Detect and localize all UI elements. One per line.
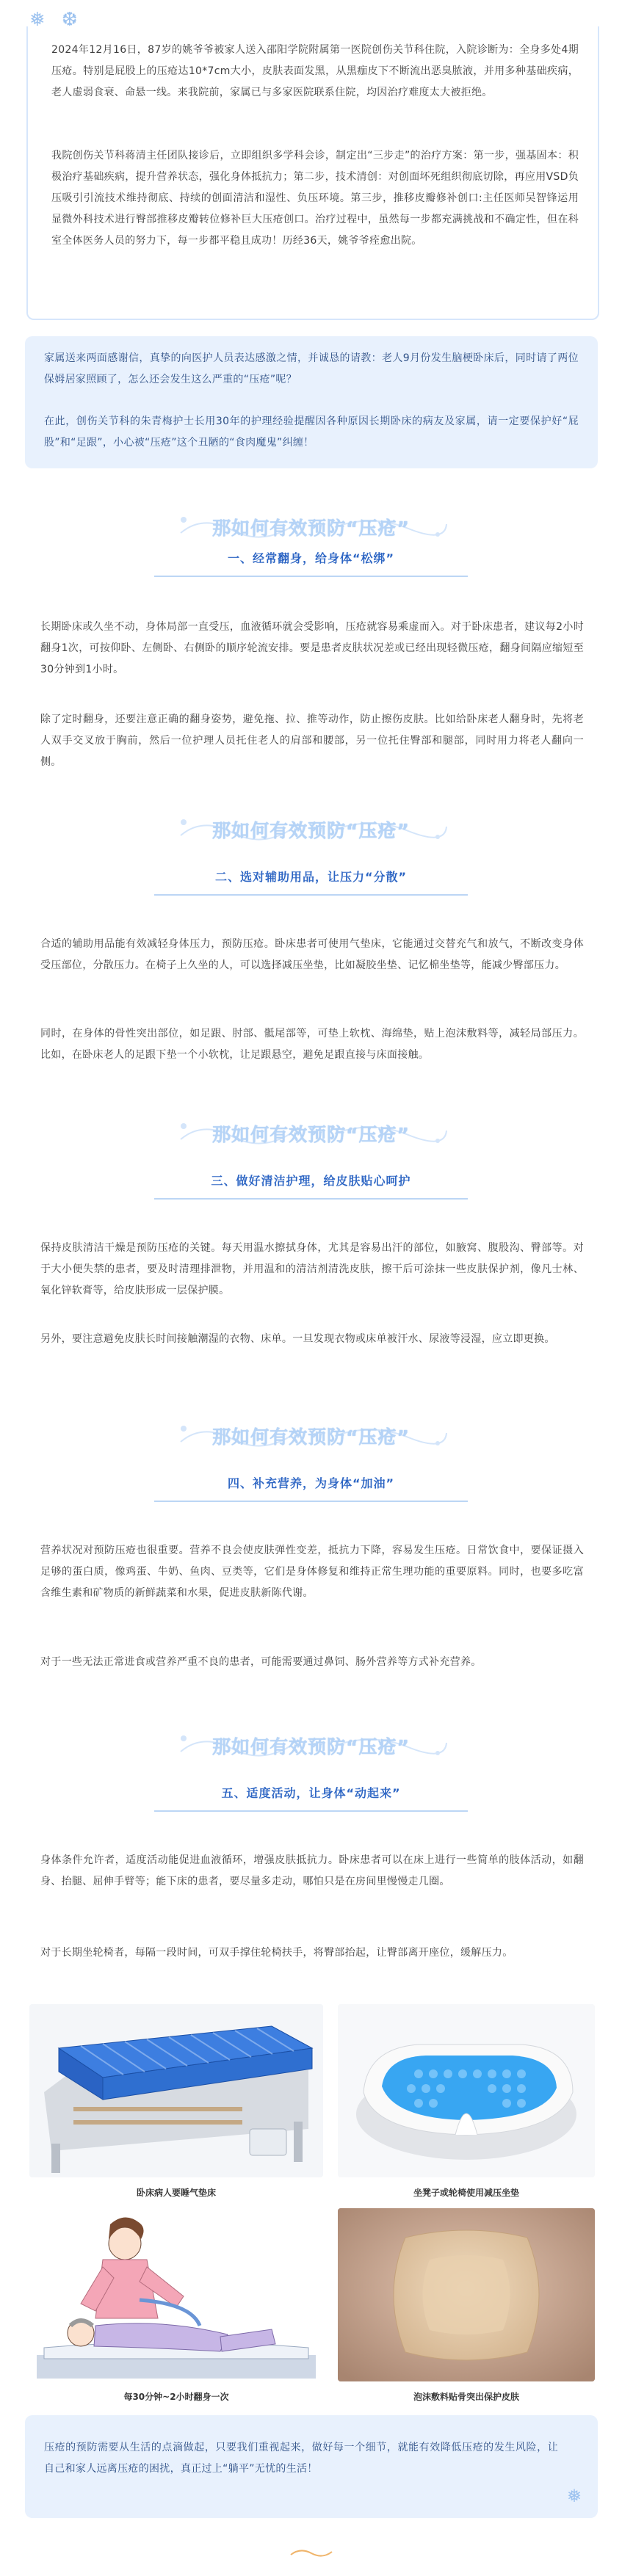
section-paragraph: 身体条件允许者，适度活动能促进血液循环，增强皮肤抵抗力。卧床患者可以在床上进行一些简单的肢体活动，如翻身、抬腿、屈伸手臂等；能下床的患者，要尽量多走动，哪怕只是在房间里慢慢走几圈。: [40, 1854, 584, 1887]
closing-note-box: [25, 2415, 598, 2518]
section-banner: [0, 1733, 622, 1759]
section-paragraph: 另外，要注意避免皮肤长时间接触潮湿的衣物、床单。一旦发现衣物或床单被汗水、尿液等浸湿，应立即更换。: [40, 1333, 555, 1345]
section-banner-text: 那如何有效预防“压疮”: [212, 518, 410, 539]
air-mattress-photo: [29, 2004, 323, 2177]
bottom-decoration: [0, 2547, 622, 2576]
story-paragraph-2: 我院创伤关节科蒋清主任团队接诊后，立即组织多学科会诊，制定出“三步走”的治疗方案：第一步，强基固本：积极治疗基础疾病，提升营养状态，强化身体抵抗力；第二步，技术清创：对创面坏死组织彻底切除，再应用VSD负压吸引引流技术维持彻底、持续的创面清洁和湿性、负压环境。第三步，推移皮瓣修补创口:主任医师吴智锋运用显微外科技术进行臀部推移皮瓣转位修补巨大压疮创口。治疗过程中，虽然每一步都充满挑战和不确定性，但在科室全体医务人员的努力下，每一步都平稳且成功！历经36天，姚爷爷痊愈出院。: [51, 150, 579, 247]
snowflake-icon: ❅: [29, 9, 46, 31]
turning-patient-image: [29, 2208, 323, 2381]
foam-dressing-photo: [338, 2208, 595, 2381]
photo-caption: 每30分钟~2小时翻身一次: [123, 2392, 229, 2402]
section-title: 五、适度活动，让身体“动起来”: [221, 1786, 401, 1800]
section-divider: [154, 1810, 468, 1812]
gel-cushion-image: [338, 2004, 595, 2177]
story-card: [0, 0, 622, 317]
air-mattress-image: [29, 2004, 323, 2177]
section-banner: [0, 1423, 622, 1449]
quote-paragraph-1: 家属送来两面感谢信，真挚的向医护人员表达感激之情，并诚恳的请教：老人9月份发生脑梗卧床后，同时请了两位保姆居家照顾了，怎么还会发生这么严重的“压疮”呢？: [44, 352, 579, 385]
section-divider: [154, 576, 468, 577]
thanks-letter-box: [25, 336, 598, 468]
section-paragraph: 对于一些无法正常进食或营养严重不良的患者，可能需要通过鼻饲、肠外营养等方式补充营养。: [40, 1656, 482, 1668]
section-divider: [154, 894, 468, 896]
story-paragraph-1: 2024年12月16日，87岁的姚爷爷被家人送入邵阳学院附属第一医院创伤关节科住院，入院诊断为：全身多处4期压疮。特别是屁股上的压疮达10*7cm大小，皮肤表面发黑，从黑痂皮下不断流出恶臭脓液，并用多种基础疾病，老人虚弱食衰、命悬一线。来我院前，家属已与多家医院联系住院，均因治疗难度太大被拒绝。: [51, 44, 579, 98]
gel-cushion-photo: [338, 2004, 595, 2177]
section-banner-text: 那如何有效预防“压疮”: [212, 1124, 410, 1145]
closing-note-text: 压疮的预防需要从生活的点滴做起，只要我们重视起来，做好每一个细节，就能有效降低压疮的发生风险，让自己和家人远离压疮的困扰，真正过上“躺平”无忧的生活！: [44, 2442, 558, 2475]
photo-caption: 泡沫敷料贴骨突出保护皮肤: [413, 2392, 519, 2402]
section-paragraph: 合适的辅助用品能有效减轻身体压力，预防压疮。卧床患者可使用气垫床，它能通过交替充气和放气，不断改变身体受压部位，分散压力。在椅子上久坐的人，可以选择减压坐垫，比如凝胶坐垫、记忆棉坐垫等，能减少臀部压力。: [40, 938, 584, 971]
section-paragraph: 同时，在身体的骨性突出部位，如足跟、肘部、骶尾部等，可垫上软枕、海绵垫，贴上泡沫敷料等，减轻局部压力。比如，在卧床老人的足跟下垫一个小软枕，让足跟悬空，避免足跟直接与床面接触。: [40, 1028, 584, 1061]
section-title: 四、补充营养，为身体“加油”: [227, 1476, 395, 1490]
snowflake-icon: ❅: [566, 2486, 582, 2506]
snowflake-icon: ❆: [62, 9, 78, 31]
quote-paragraph-2: 在此，创伤关节科的朱青梅护士长用30年的护理经验提醒因各种原因长期卧床的病友及家属，请一定要保护好“屁股”和“足跟”，小心被“压疮”这个丑陋的“食肉魔鬼”纠缠！: [44, 416, 579, 449]
section-paragraph: 对于长期坐轮椅者，每隔一段时间，可双手撑住轮椅扶手，将臀部抬起，让臀部离开座位，缓解压力。: [40, 1947, 513, 1959]
photo-caption: 卧床病人要睡气垫床: [136, 2188, 216, 2198]
section-title: 一、经常翻身，给身体“松绑”: [227, 551, 395, 565]
foam-dressing-image: [338, 2208, 595, 2381]
section-banner: [0, 514, 622, 540]
section-paragraph: 长期卧床或久坐不动，身体局部一直受压，血液循环就会受影响，压疮就容易乘虚而入。对于卧床患者，建议每2小时翻身1次，可按仰卧、左侧卧、右侧卧的顺序轮流安排。要是患者皮肤状况差或已经出现轻微压疮，翻身间隔应缩短至30分钟到1小时。: [40, 621, 584, 675]
turning-patient-illustration: [29, 2208, 323, 2381]
photo-caption: 坐凳子或轮椅使用减压坐垫: [413, 2188, 519, 2198]
section-banner: [0, 816, 622, 843]
wave-divider-icon: [289, 2547, 333, 2558]
section-banner-text: 那如何有效预防“压疮”: [212, 1426, 410, 1448]
section-paragraph: 除了定时翻身，还要注意正确的翻身姿势，避免拖、拉、推等动作，防止擦伤皮肤。比如给卧床老人翻身时，先将老人双手交叉放于胸前，然后一位护理人员托住老人的肩部和腰部，另一位托住臀部和腿部，同时用力将老人翻向一侧。: [40, 714, 584, 768]
section-paragraph: 保持皮肤清洁干燥是预防压疮的关键。每天用温水擦拭身体，尤其是容易出汗的部位，如腋窝、腹股沟、臀部等。对于大小便失禁的患者，要及时清理排泄物，并用温和的清洁剂清洗皮肤，擦干后可涂抹一些皮肤保护剂，像凡士林、氧化锌软膏等，给皮肤形成一层保护膜。: [40, 1242, 584, 1296]
section-banner-text: 那如何有效预防“压疮”: [212, 820, 410, 841]
section-banner-text: 那如何有效预防“压疮”: [212, 1736, 410, 1757]
section-title: 三、做好清洁护理，给皮肤贴心呵护: [211, 1174, 411, 1188]
section-divider: [154, 1501, 468, 1502]
section-title: 二、选对辅助用品，让压力“分散”: [214, 870, 408, 884]
section-banner: [0, 1120, 622, 1147]
section-paragraph: 营养状况对预防压疮也很重要。营养不良会使皮肤弹性变差，抵抗力下降，容易发生压疮。日常饮食中，要保证摄入足够的蛋白质，像鸡蛋、牛奶、鱼肉、豆类等，它们是身体修复和维持正常生理功能的重要原料。同时，也要多吃富含维生素和矿物质的新鲜蔬菜和水果，促进皮肤新陈代谢。: [40, 1545, 584, 1599]
section-divider: [154, 1198, 468, 1200]
